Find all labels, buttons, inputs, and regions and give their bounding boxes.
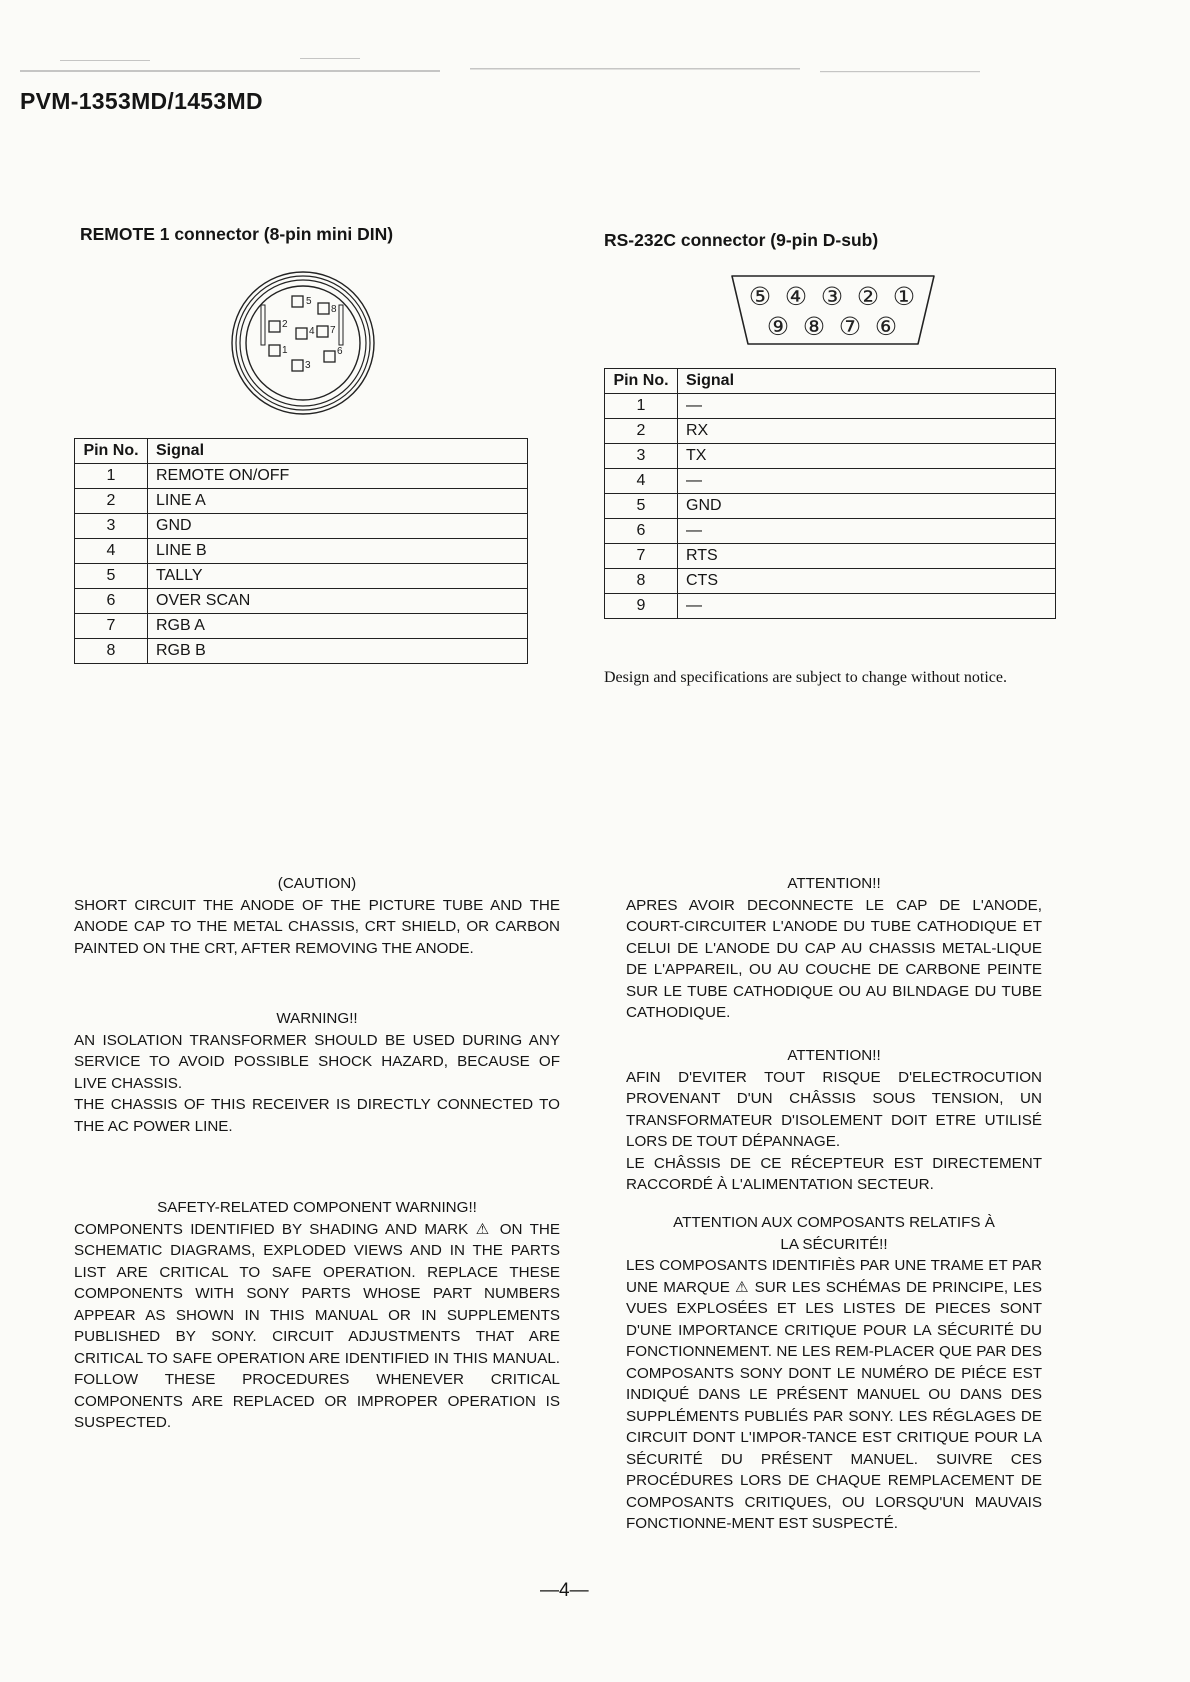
safety-body-end: ON THE SCHEMATIC DIAGRAMS, EXPLODED VIEWS AND IN THE PARTS LIST ARE CRITICAL TO SAFE OPERATION. REPLACE THESE COMPONENTS WITH SONY PARTS WHOSE PART NUMBERS APPEAR AS SHOWN IN THIS MANUAL OR IN SUPPLEMENTS PUBLISHED BY SONY. CIRCUIT ADJUSTMENTS THAT ARE CRITICAL TO SAFE OPERATION ARE IDENTIFIED IN THIS MANUAL. FOLLOW THESE PROCEDURES WHENEVER CRITICAL COMPONENTS ARE REPLACED OR IMPROPER OPERATION IS SUSPECTED. xyxy=(74,1220,560,1431)
warning-triangle-icon: ⚠ xyxy=(735,1278,750,1296)
pin-number: 6 xyxy=(75,589,148,614)
safety-body-start: COMPONENTS IDENTIFIED BY SHADING AND MARK xyxy=(74,1220,469,1238)
din-pin-label-5: 5 xyxy=(306,296,312,307)
attention1-body: APRES AVOIR DECONNECTE LE CAP DE L'ANODE, COURT-CIRCUITER L'ANODE DU TUBE CATHODIQUE ET CELUI DE L'ANODE DU CAP AU CHASSIS METAL-LIQUE DE L'APPAREIL, OU AU COUCHE DE CARBONE PEINTE SUR LE TUBE CATHODIQUE OU AU BILNDAGE DU TUBE CATHODIQUE. xyxy=(626,896,1042,1021)
table-row xyxy=(75,589,528,614)
english-warning-block xyxy=(74,1008,560,1137)
dsub-pin-6: ⑥ xyxy=(874,312,898,341)
pin-number: 1 xyxy=(605,394,678,419)
warning-triangle-icon: ⚠ xyxy=(475,1220,493,1238)
pin-signal: — xyxy=(678,519,1056,544)
document-title: PVM-1353MD/1453MD xyxy=(20,88,263,114)
table-row xyxy=(605,569,1056,594)
dsub-connector-diagram xyxy=(728,272,938,348)
pin-number: 7 xyxy=(75,614,148,639)
pin-signal: TX xyxy=(678,444,1056,469)
pin-number: 1 xyxy=(75,464,148,489)
remote1-title: REMOTE 1 connector (8-pin mini DIN) xyxy=(80,224,394,244)
attention3-body xyxy=(626,1255,1042,1535)
table-header-row xyxy=(605,369,1056,394)
table-row xyxy=(605,544,1056,569)
mini-din-connector-diagram xyxy=(228,268,378,418)
table-row xyxy=(605,594,1056,619)
table-row xyxy=(75,564,528,589)
pin-signal: TALLY xyxy=(148,564,528,589)
warning-heading: WARNING!! xyxy=(276,1010,358,1027)
dsub-pin-7: ⑦ xyxy=(838,312,862,341)
scan-noise xyxy=(0,58,1190,82)
attention3-heading: ATTENTION AUX COMPOSANTS RELATIFS À LA SÉCURITÉ!! xyxy=(673,1214,995,1253)
attention2-body-1: AFIN D'EVITER TOUT RISQUE D'ELECTROCUTION PROVENANT D'UN CHÂSSIS SOUS TENSION, UN TRANSFORMATEUR D'ISOLEMENT DOIT ETRE UTILISÉ LORS DE TOUT DÉPANNAGE. xyxy=(626,1068,1042,1150)
din-pin-label-7: 7 xyxy=(330,325,336,336)
pin-no-header: Pin No. xyxy=(75,439,148,464)
attention2-body-2: LE CHÂSSIS DE CE RÉCEPTEUR EST DIRECTEMENT RACCORDÉ À L'ALIMENTATION SECTEUR. xyxy=(626,1154,1042,1193)
pin-number: 2 xyxy=(605,419,678,444)
pin-signal: CTS xyxy=(678,569,1056,594)
french-attention2-block xyxy=(626,1045,1042,1196)
pin-number: 8 xyxy=(605,569,678,594)
dsub-pin-2: ② xyxy=(856,282,880,311)
caution-heading: (CAUTION) xyxy=(277,875,357,892)
din-pin-label-2: 2 xyxy=(282,319,288,330)
pin-number: 5 xyxy=(605,494,678,519)
table-row xyxy=(75,489,528,514)
safety-heading: SAFETY-RELATED COMPONENT WARNING!! xyxy=(157,1199,477,1216)
pin-signal: — xyxy=(678,394,1056,419)
pin-signal: RTS xyxy=(678,544,1056,569)
rs232c-title: RS-232C connector (9-pin D-sub) xyxy=(604,230,879,250)
pin-number: 3 xyxy=(605,444,678,469)
warning-body-1: AN ISOLATION TRANSFORMER SHOULD BE USED DURING ANY SERVICE TO AVOID POSSIBLE SHOCK HAZARD, BECAUSE OF LIVE CHASSIS. xyxy=(74,1031,560,1092)
table-row xyxy=(605,444,1056,469)
design-note: Design and specifications are subject to change without notice. xyxy=(604,669,1007,686)
table-row xyxy=(605,419,1056,444)
table-row xyxy=(75,639,528,664)
dsub-pin-8: ⑧ xyxy=(802,312,826,341)
table-row xyxy=(605,494,1056,519)
table-row xyxy=(605,519,1056,544)
remote1-pin-table xyxy=(74,438,528,664)
pin-signal: RX xyxy=(678,419,1056,444)
page-number: —4— xyxy=(540,1580,589,1601)
caution-body: SHORT CIRCUIT THE ANODE OF THE PICTURE TUBE AND THE ANODE CAP TO THE METAL CHASSIS, CRT SHIELD, OR CARBON PAINTED ON THE CRT, AFTER REMOVING THE ANODE. xyxy=(74,896,560,957)
table-header-row xyxy=(75,439,528,464)
pin-signal: RGB A xyxy=(148,614,528,639)
din-pin-label-8: 8 xyxy=(331,304,337,315)
french-attention1-block xyxy=(626,873,1042,1024)
pin-number: 5 xyxy=(75,564,148,589)
pin-signal: GND xyxy=(148,514,528,539)
french-attention3-block xyxy=(626,1212,1042,1535)
english-safety-block xyxy=(74,1197,560,1434)
dsub-pin-5: ⑤ xyxy=(748,282,772,311)
din-pin-label-4: 4 xyxy=(309,326,315,337)
dsub-pin-9: ⑨ xyxy=(766,312,790,341)
pin-signal: LINE A xyxy=(148,489,528,514)
attention3-body-start: LES COMPOSANTS IDENTIFIÈS PAR UNE TRAME ET PAR UNE MARQUE xyxy=(626,1257,1042,1296)
table-row xyxy=(75,514,528,539)
english-caution-block xyxy=(74,873,560,959)
pin-number: 3 xyxy=(75,514,148,539)
table-row xyxy=(605,469,1056,494)
signal-header: Signal xyxy=(148,439,528,464)
pin-number: 8 xyxy=(75,639,148,664)
table-row xyxy=(75,539,528,564)
attention2-heading: ATTENTION!! xyxy=(787,1047,881,1064)
attention1-heading: ATTENTION!! xyxy=(787,875,881,892)
din-pin-label-3: 3 xyxy=(305,360,311,371)
pin-signal: GND xyxy=(678,494,1056,519)
pin-signal: LINE B xyxy=(148,539,528,564)
pin-number: 4 xyxy=(605,469,678,494)
safety-body xyxy=(74,1219,560,1434)
din-pin-label-1: 1 xyxy=(282,345,288,356)
pin-signal: RGB B xyxy=(148,639,528,664)
pin-number: 2 xyxy=(75,489,148,514)
table-row xyxy=(605,394,1056,419)
table-row xyxy=(75,464,528,489)
dsub-pin-4: ④ xyxy=(784,282,808,311)
pin-number: 6 xyxy=(605,519,678,544)
pin-number: 4 xyxy=(75,539,148,564)
pin-number: 9 xyxy=(605,594,678,619)
signal-header: Signal xyxy=(678,369,1056,394)
pin-signal: OVER SCAN xyxy=(148,589,528,614)
pin-no-header: Pin No. xyxy=(605,369,678,394)
pin-signal: REMOTE ON/OFF xyxy=(148,464,528,489)
dsub-pin-3: ③ xyxy=(820,282,844,311)
pin-signal: — xyxy=(678,469,1056,494)
din-pin-label-6: 6 xyxy=(337,346,343,357)
attention3-body-end: SUR LES SCHÉMAS DE PRINCIPE, LES VUES EXPLOSÉES ET LES LISTES DE PIECES SONT D'UNE IMPORTANCE CRITIQUE POUR LA SÉCURITÉ DU FONCTIONNEMENT. NE LES REM-PLACER QUE PAR DES COMPOSANTS SONY DONT LE NUMÉRO DE PIÉCE EST INDIQUÉ DANS LE PRÉSENT MANUEL OU DANS DES SUPPLÉMENTS PUBLIÉS PAR SONY. LES RÉGLAGES DE CIRCUIT DONT L'IMPOR-TANCE EST CRITIQUE POUR LA SÉCURITÉ DU PRÉSENT MANUEL. SUIVRE CES PROCÉDURES LORS DE CHAQUE REMPLACEMENT DE COMPOSANTS CRITIQUES, OU LORSQU'UN MAUVAIS FONCTIONNE-MENT EST SUSPECTÉ. xyxy=(626,1278,1042,1532)
pin-signal: — xyxy=(678,594,1056,619)
rs232c-pin-table xyxy=(604,368,1056,619)
warning-body-2: THE CHASSIS OF THIS RECEIVER IS DIRECTLY CONNECTED TO THE AC POWER LINE. xyxy=(74,1096,560,1135)
pin-number: 7 xyxy=(605,544,678,569)
dsub-pin-1: ① xyxy=(892,282,916,311)
table-row xyxy=(75,614,528,639)
